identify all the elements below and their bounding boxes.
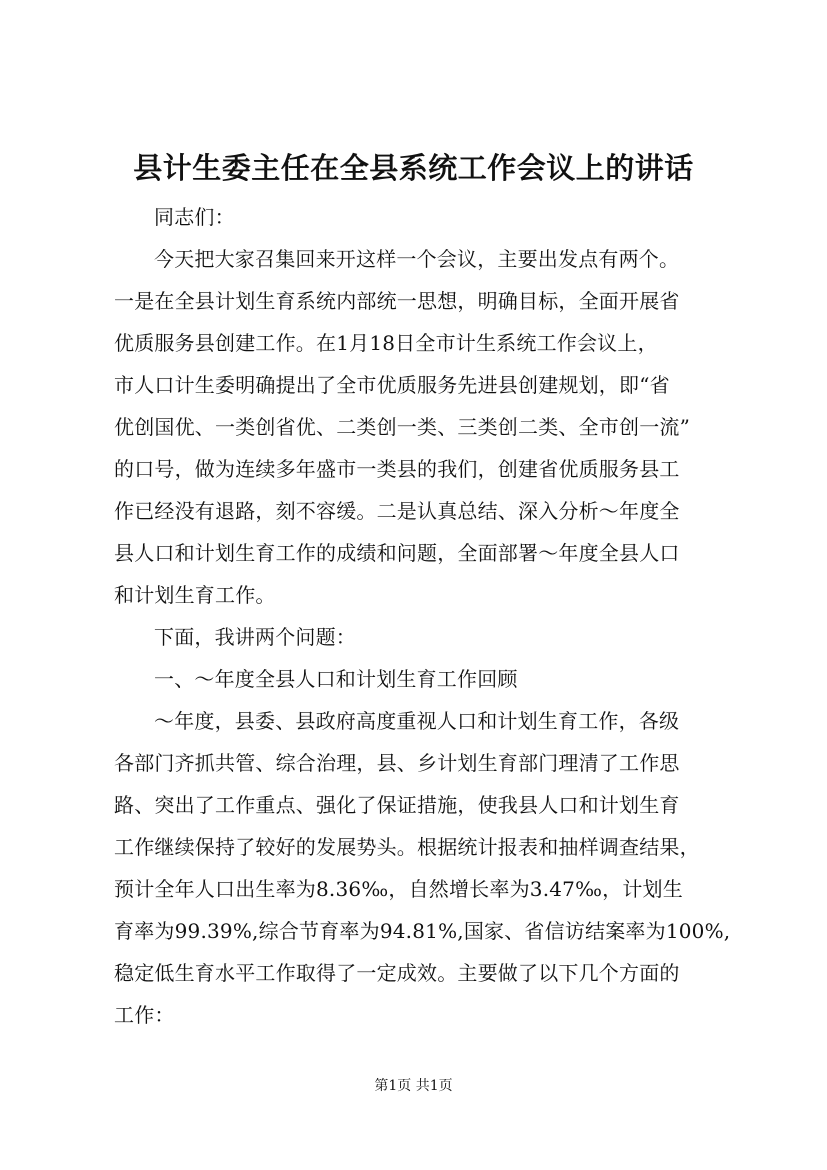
paragraph-line: 一是在全县计划生育系统内部统一思想，明确目标，全面开展省	[114, 289, 680, 313]
paragraph-line: 稳定低生育水平工作取得了一定成效。主要做了以下几个方面的	[114, 961, 680, 985]
paragraph-line: 育率为99.39%,综合节育率为94.81%,国家、省信访结案率为100%,	[114, 919, 731, 943]
paragraph-line: 和计划生育工作。	[114, 583, 276, 607]
paragraph-line: 优质服务县创建工作。在1月18日全市计生系统工作会议上，	[114, 331, 658, 355]
paragraph-line: 工作：	[114, 1003, 175, 1027]
paragraph-line: 同志们：	[154, 205, 235, 229]
paragraph-line: 县人口和计划生育工作的成绩和问题，全面部署～年度全县人口	[114, 541, 680, 565]
paragraph-line: 作已经没有退路，刻不容缓。二是认真总结、深入分析～年度全	[114, 499, 680, 523]
paragraph-line: ～年度，县委、县政府高度重视人口和计划生育工作，各级	[154, 709, 680, 733]
paragraph-line: 今天把大家召集回来开这样一个会议，主要出发点有两个。	[154, 247, 680, 271]
paragraph-line: 各部门齐抓共管、综合治理，县、乡计划生育部门理清了工作思	[114, 751, 680, 775]
document-title: 县计生委主任在全县系统工作会议上的讲话	[133, 151, 694, 185]
paragraph-line: 下面，我讲两个问题：	[154, 625, 356, 649]
document-body	[114, 196, 744, 1036]
paragraph-line: 市人口计生委明确提出了全市优质服务先进县创建规划，即“省	[114, 373, 670, 397]
paragraph-line: 预计全年人口出生率为8.36‰，自然增长率为3.47‰，计划生	[114, 877, 683, 901]
paragraph-line: 优创国优、一类创省优、二类创一类、三类创二类、全市创一流”	[114, 415, 691, 439]
paragraph-line: 路、突出了工作重点、强化了保证措施，使我县人口和计划生育	[114, 793, 680, 817]
section-heading: 一、～年度全县人口和计划生育工作回顾	[154, 667, 518, 691]
paragraph-line: 的口号，做为连续多年盛市一类县的我们，创建省优质服务县工	[114, 457, 680, 481]
page-footer: 第1页 共1页	[374, 1078, 453, 1094]
paragraph-line: 工作继续保持了较好的发展势头。根据统计报表和抽样调查结果，	[114, 835, 700, 859]
